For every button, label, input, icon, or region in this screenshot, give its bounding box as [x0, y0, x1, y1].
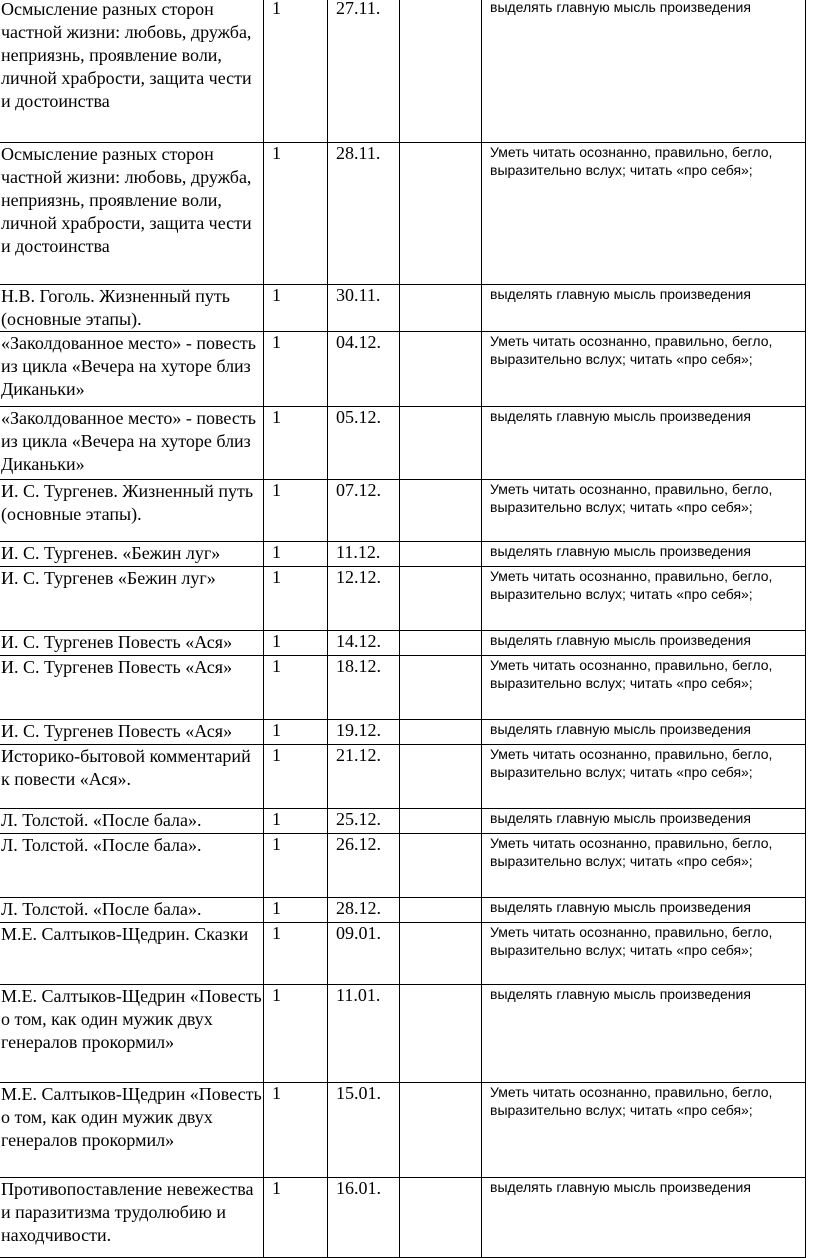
lesson-hours: 1 [264, 985, 328, 1083]
learning-outcome: выделять главную мысль произведения [482, 720, 806, 745]
table-row [0, 720, 806, 745]
lesson-hours: 1 [264, 285, 328, 332]
empty-cell [400, 143, 482, 285]
lesson-date: 09.01. [328, 923, 400, 985]
lesson-date: 25.12. [328, 809, 400, 834]
lesson-topic: Л. Толстой. «После бала». [0, 809, 264, 834]
lesson-hours: 1 [264, 631, 328, 656]
lesson-date: 12.12. [328, 567, 400, 631]
table-row [0, 480, 806, 542]
lesson-date: 28.11. [328, 143, 400, 285]
lesson-topic: И. С. Тургенев Повесть «Ася» [0, 631, 264, 656]
empty-cell [400, 834, 482, 898]
lesson-date: 11.01. [328, 985, 400, 1083]
lesson-hours: 1 [264, 143, 328, 285]
lesson-topic: И. С. Тургенев Повесть «Ася» [0, 720, 264, 745]
lesson-date: 19.12. [328, 720, 400, 745]
lesson-hours: 1 [264, 720, 328, 745]
learning-outcome: выделять главную мысль произведения [482, 1178, 806, 1258]
lesson-hours: 1 [264, 834, 328, 898]
lesson-hours: 1 [264, 0, 328, 143]
lesson-date: 11.12. [328, 542, 400, 567]
lesson-date: 28.12. [328, 898, 400, 923]
empty-cell [400, 0, 482, 143]
lesson-hours: 1 [264, 332, 328, 407]
table-row [0, 1083, 806, 1178]
lesson-date: 26.12. [328, 834, 400, 898]
lesson-date: 21.12. [328, 745, 400, 809]
learning-outcome: Уметь читать осознанно, правильно, бегло, выразительно вслух; читать «про себя»; [482, 143, 806, 285]
lesson-date: 04.12. [328, 332, 400, 407]
lesson-hours: 1 [264, 923, 328, 985]
table-row [0, 143, 806, 285]
learning-outcome: Уметь читать осознанно, правильно, бегло, выразительно вслух; читать «про себя»; [482, 567, 806, 631]
table-row [0, 631, 806, 656]
table-row [0, 407, 806, 480]
lesson-topic: Противопоставление невежества и паразитизма трудолюбию и находчивости. [0, 1178, 264, 1258]
lesson-date: 27.11. [328, 0, 400, 143]
learning-outcome: Уметь читать осознанно, правильно, бегло, выразительно вслух; читать «про себя»; [482, 1083, 806, 1178]
lesson-hours: 1 [264, 1178, 328, 1258]
empty-cell [400, 407, 482, 480]
table-row [0, 745, 806, 809]
empty-cell [400, 480, 482, 542]
lesson-hours: 1 [264, 809, 328, 834]
table-row [0, 656, 806, 720]
learning-outcome: Уметь читать осознанно, правильно, бегло, выразительно вслух; читать «про себя»; [482, 745, 806, 809]
empty-cell [400, 985, 482, 1083]
lesson-hours: 1 [264, 567, 328, 631]
empty-cell [400, 656, 482, 720]
learning-outcome: выделять главную мысль произведения [482, 985, 806, 1083]
lesson-date: 05.12. [328, 407, 400, 480]
lesson-topic: Л. Толстой. «После бала». [0, 898, 264, 923]
lesson-topic: Осмысление разных сторон частной жизни: любовь, дружба, неприязнь, проявление воли, личной храбрости, защита чести и достоинства [0, 0, 264, 143]
lesson-date: 16.01. [328, 1178, 400, 1258]
learning-outcome: выделять главную мысль произведения [482, 0, 806, 143]
lesson-topic: И. С. Тургенев. «Бежин луг» [0, 542, 264, 567]
lesson-hours: 1 [264, 542, 328, 567]
lesson-topic: Л. Толстой. «После бала». [0, 834, 264, 898]
lesson-topic: М.Е. Салтыков-Щедрин «Повесть о том, как один мужик двух генералов прокормил» [0, 1083, 264, 1178]
table-row [0, 923, 806, 985]
empty-cell [400, 745, 482, 809]
empty-cell [400, 567, 482, 631]
lesson-date: 18.12. [328, 656, 400, 720]
learning-outcome: Уметь читать осознанно, правильно, бегло, выразительно вслух; читать «про себя»; [482, 480, 806, 542]
lesson-topic: «Заколдованное место» - повесть из цикла «Вечера на хуторе близ Диканьки» [0, 407, 264, 480]
lesson-topic: Историко-бытовой комментарий к повести «Ася». [0, 745, 264, 809]
learning-outcome: выделять главную мысль произведения [482, 542, 806, 567]
empty-cell [400, 809, 482, 834]
lesson-hours: 1 [264, 656, 328, 720]
table-row [0, 0, 806, 143]
empty-cell [400, 542, 482, 567]
learning-outcome: Уметь читать осознанно, правильно, бегло, выразительно вслух; читать «про себя»; [482, 332, 806, 407]
learning-outcome: Уметь читать осознанно, правильно, бегло, выразительно вслух; читать «про себя»; [482, 923, 806, 985]
lesson-topic: И. С. Тургенев «Бежин луг» [0, 567, 264, 631]
lesson-topic: Н.В. Гоголь. Жизненный путь (основные этапы). [0, 285, 264, 332]
empty-cell [400, 332, 482, 407]
learning-outcome: выделять главную мысль произведения [482, 809, 806, 834]
table-row [0, 985, 806, 1083]
lesson-topic: М.Е. Салтыков-Щедрин «Повесть о том, как один мужик двух генералов прокормил» [0, 985, 264, 1083]
table-row [0, 332, 806, 407]
lesson-topic: Осмысление разных сторон частной жизни: любовь, дружба, неприязнь, проявление воли, личной храбрости, защита чести и достоинства [0, 143, 264, 285]
learning-outcome: выделять главную мысль произведения [482, 407, 806, 480]
learning-outcome: Уметь читать осознанно, правильно, бегло, выразительно вслух; читать «про себя»; [482, 834, 806, 898]
table-row [0, 567, 806, 631]
learning-outcome: выделять главную мысль произведения [482, 898, 806, 923]
lesson-topic: М.Е. Салтыков-Щедрин. Сказки [0, 923, 264, 985]
empty-cell [400, 285, 482, 332]
lesson-date: 30.11. [328, 285, 400, 332]
table-row [0, 809, 806, 834]
table-row [0, 834, 806, 898]
empty-cell [400, 898, 482, 923]
lesson-date: 14.12. [328, 631, 400, 656]
lesson-hours: 1 [264, 1083, 328, 1178]
lesson-hours: 1 [264, 480, 328, 542]
empty-cell [400, 1083, 482, 1178]
lesson-topic: И. С. Тургенев. Жизненный путь (основные этапы). [0, 480, 264, 542]
lesson-date: 07.12. [328, 480, 400, 542]
table-row [0, 285, 806, 332]
lesson-hours: 1 [264, 407, 328, 480]
empty-cell [400, 923, 482, 985]
learning-outcome: Уметь читать осознанно, правильно, бегло, выразительно вслух; читать «про себя»; [482, 656, 806, 720]
lesson-date: 15.01. [328, 1083, 400, 1178]
empty-cell [400, 720, 482, 745]
learning-outcome: выделять главную мысль произведения [482, 285, 806, 332]
lesson-hours: 1 [264, 745, 328, 809]
lesson-topic: И. С. Тургенев Повесть «Ася» [0, 656, 264, 720]
learning-outcome: выделять главную мысль произведения [482, 631, 806, 656]
lesson-topic: «Заколдованное место» - повесть из цикла «Вечера на хуторе близ Диканьки» [0, 332, 264, 407]
empty-cell [400, 631, 482, 656]
table-row [0, 898, 806, 923]
lesson-hours: 1 [264, 898, 328, 923]
table-row [0, 542, 806, 567]
